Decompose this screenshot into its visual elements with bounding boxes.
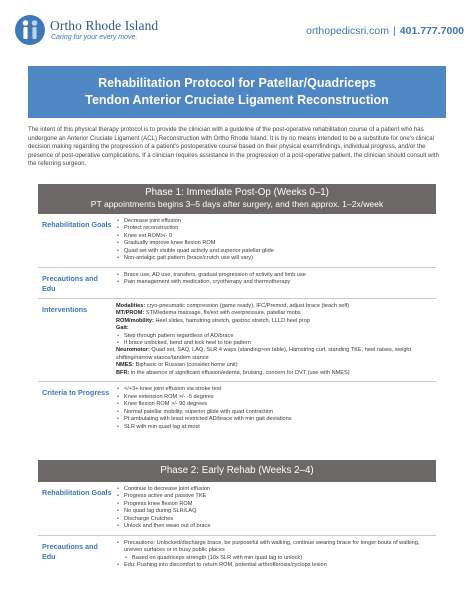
list-item: • </+3+ knee joint effusion via stroke test	[116, 386, 432, 393]
list-item: • Knee ext ROM>/- 0	[116, 233, 432, 240]
phase-2-title: Phase 2: Early Rehab (Weeks 2–4)	[160, 465, 314, 476]
phase-1-interventions-row	[38, 298, 436, 382]
row-label: Criteria to Progress	[42, 388, 110, 398]
row-label: Rehabilitation Goals	[42, 220, 112, 229]
title-banner	[28, 66, 446, 118]
row-content	[116, 299, 436, 382]
row-content	[116, 268, 436, 298]
list-item: • Quad set with visible quad activity and superior patellar glide	[116, 248, 432, 255]
intervention-bfr: BFR: in the absence of significant effusion/edema, bruising, concern for DVT (use with NMES)	[116, 369, 350, 376]
website-link[interactable]: orthopedicsri.com	[306, 25, 390, 37]
row-label: Interventions	[42, 304, 88, 314]
contact-info	[306, 25, 464, 37]
phase-1-goals-row	[38, 214, 436, 267]
brand-name: Ortho Rhode Island	[50, 18, 159, 33]
phone-link[interactable]: 401.777.7000	[399, 25, 464, 37]
row-content	[116, 382, 436, 435]
list-item: • Protect reconstruction	[116, 225, 432, 232]
list-item: • Discharge Crutches	[116, 516, 432, 523]
row-content	[116, 482, 436, 535]
phase-1-title: Phase 1: Immediate Post-Op (Weeks 0–1)	[145, 187, 329, 198]
list-item: • No quad lag during SLR/LAQ	[116, 508, 432, 515]
brand-tagline: Caring for your every move.	[51, 34, 138, 41]
list-item: • Non-antalgic gait pattern (brace/crutch use will vary)	[116, 255, 432, 262]
list-item: • Pain management with medication, cryotherapy and thermotherapy	[116, 279, 432, 286]
list-item: • Pt ambulating with least restricted AD/brace with min gait deviations	[116, 416, 432, 423]
list-item: • Unlock and then wean out of brace	[116, 523, 432, 530]
phase-1-header	[38, 184, 436, 214]
intervention-neuromotor: Neuromotor: Quad set, SAQ, LAQ, SLR 4 ways (standing>on table), Hamstring curl, standing TKE, heel raises, weight shifting/narrow stance/tandem stance	[116, 347, 412, 361]
list-item: • Brace use, AD use, transfers, gradual progression of activity and limb use	[116, 272, 432, 279]
intervention-nmes: NMES: Biphasic or Russian (consider home unit)	[116, 362, 238, 369]
phase-2-header	[38, 460, 436, 482]
phase-1-precautions-row	[38, 267, 436, 298]
list-item: • Edu: Pushing into discomfort to return ROM, potential arthrofibrosis/cyclops lesion	[116, 562, 432, 569]
list-item: • SLR with min quad lag at most	[116, 424, 432, 431]
intro-paragraph: The intent of this physical therapy protocol is to provide the clinician with a guideline of the post-operative rehabilitation course of a patient who has undergone an Anterior Cruciate Ligament (ACL) Reconstruction with Ortho Rhode Island. It is by no means intended to be a substitute for one's clinical decision making regarding the progression of a patient's postoperative course based on their physical exam/findings, individual progress, and/or the presence of post-operative complications. If a clinician requires assistance in the progression of a post-operative patient, the clinician should consult with the referring surgeon.	[28, 126, 439, 168]
row-content	[116, 536, 436, 574]
list-item: • Knee extension ROM >/- -5 degrees	[116, 394, 432, 401]
list-item: • Step through pattern regardless of AD/brace	[116, 333, 432, 340]
phase-1-subtitle: PT appointments begins 3–5 days after surgery, and then approx. 1–2x/week	[90, 199, 384, 209]
title-line-1: Rehabilitation Protocol for Patellar/Quadriceps	[98, 76, 376, 90]
phase-2-goals-row	[38, 482, 436, 535]
row-content	[116, 214, 436, 267]
page-header	[0, 0, 474, 58]
list-item: • Progress knee flexion ROM	[116, 501, 432, 508]
list-item: • If brace unlocked, bend and kick heel to toe pattern	[116, 340, 432, 347]
list-item: • Decrease joint effusion	[116, 218, 432, 225]
row-label: Rehabilitation Goals	[42, 488, 112, 497]
list-item: • Progress active and passive TKE	[116, 493, 432, 500]
intervention-gait: Gait:	[116, 325, 129, 332]
row-label: Precautions and Edu	[42, 541, 98, 561]
intervention-modalities: Modalities: cryo-pneumatic compression (game ready), IFC/Premod, adjust brace (teach self)	[116, 302, 350, 309]
contact-separator: |	[393, 25, 396, 37]
phase-1-criteria-row	[38, 381, 436, 435]
phase-2-table	[38, 460, 436, 574]
list-item: • Gradually improve knee flexion ROM	[116, 240, 432, 247]
intervention-rom: ROM/mobility: Heel slides, hamstring stretch, gastroc stretch, LLLD heel prop	[116, 317, 310, 324]
phase-1-table	[38, 184, 436, 435]
row-label: Precautions and Edu	[42, 273, 98, 293]
title-line-2: Tendon Anterior Cruciate Ligament Reconstruction	[85, 93, 389, 107]
list-subitem: • Based on quadriceps strength (10x SLR with min quad lag to unlock)	[116, 555, 432, 562]
list-item: • Normal patellar mobility, superior glide with quad contraction	[116, 409, 432, 416]
phase-2-precautions-row	[38, 535, 436, 574]
intervention-mt-prom: MT/PROM: STM/edema massage, flx/ext with overpressure, patellar mobs	[116, 310, 301, 317]
list-item: • Precautions: Unlocked/discharge brace, be purposeful with walking, continue wearing brace for longer bouts of walking, uneven surfaces or in busy public places	[116, 540, 432, 555]
list-item: • Continue to decrease joint effusion	[116, 486, 432, 493]
ortho-rhode-island-logo-icon	[14, 14, 46, 46]
list-item: • Knee flexion ROM >/- 90 degrees	[116, 401, 432, 408]
